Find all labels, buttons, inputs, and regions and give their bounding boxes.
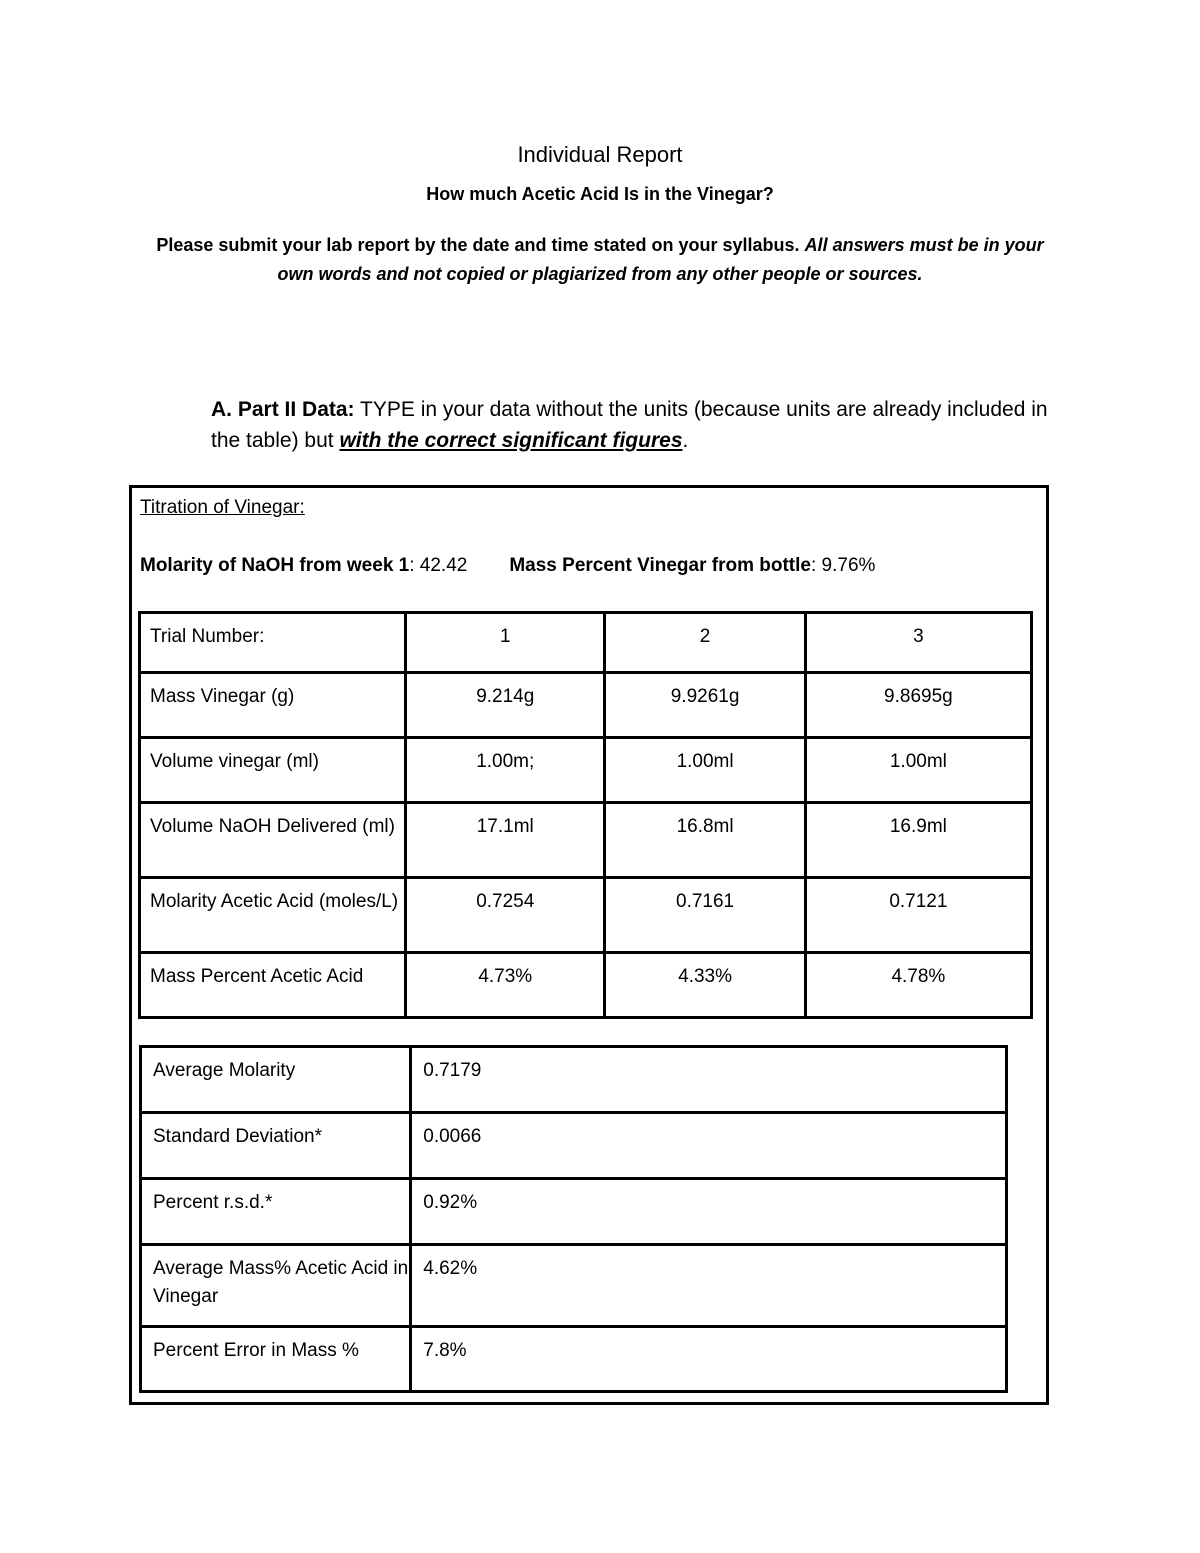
table-cell: 1.00ml: [805, 738, 1031, 803]
table-cell: 1.00ml: [605, 738, 805, 803]
table-cell: 16.8ml: [605, 803, 805, 878]
section-a-label: A.: [211, 398, 232, 421]
table-cell: 4.33%: [605, 953, 805, 1018]
row-label: Percent Error in Mass %: [141, 1327, 411, 1392]
row-label: Standard Deviation*: [141, 1113, 411, 1179]
row-label: Volume NaOH Delivered (ml): [140, 803, 406, 878]
naoh-molarity-value: : 42.42: [409, 555, 468, 576]
table-row: [141, 1179, 1007, 1245]
table-cell: 4.78%: [805, 953, 1031, 1018]
submission-instructions: [140, 231, 1060, 289]
table-row: [141, 1245, 1007, 1327]
table-cell: 2: [605, 613, 805, 673]
bottle-mass-percent-value: : 9.76%: [810, 555, 876, 576]
table-row: [140, 673, 1032, 738]
row-label: Average Molarity: [141, 1047, 411, 1113]
table-cell: 7.8%: [411, 1327, 1007, 1392]
row-label: Mass Vinegar (g): [140, 673, 406, 738]
section-a-heading: Part II Data:: [237, 398, 355, 421]
table-cell: 4.62%: [411, 1245, 1007, 1327]
row-label: Average Mass% Acetic Acid in Vinegar: [141, 1245, 411, 1327]
table-row: [140, 613, 1032, 673]
table-cell: 9.8695g: [805, 673, 1031, 738]
given-values-line: [140, 555, 875, 577]
summary-results-table: [139, 1045, 1008, 1393]
table-cell: 4.73%: [406, 953, 605, 1018]
report-title: Individual Report: [517, 142, 683, 167]
instructions-originality: All answers must be in your own words and not copied or plagiarized from any other people or sources.: [277, 235, 1044, 284]
row-label: Trial Number:: [140, 613, 406, 673]
table-cell: 17.1ml: [406, 803, 605, 878]
table-cell: 0.0066: [411, 1113, 1007, 1179]
section-a-period: .: [682, 429, 689, 452]
table-cell: 0.7254: [406, 878, 605, 953]
table-row: [140, 738, 1032, 803]
report-subtitle: How much Acetic Acid Is in the Vinegar?: [426, 184, 774, 204]
row-label: Volume vinegar (ml): [140, 738, 406, 803]
table-cell: 1.00m;: [406, 738, 605, 803]
table-row: [141, 1327, 1007, 1392]
sig-figs-emphasis: with the correct significant figures: [339, 429, 683, 452]
table-cell: 0.7161: [605, 878, 805, 953]
section-a-text: TYPE in your data without the units (because units are already included in the table) but: [211, 398, 1048, 452]
table-row: [141, 1047, 1007, 1113]
titration-heading: Titration of Vinegar:: [140, 497, 305, 518]
table-cell: 0.7179: [411, 1047, 1007, 1113]
table-row: [140, 878, 1032, 953]
row-label: Mass Percent Acetic Acid: [140, 953, 406, 1018]
row-label: Molarity Acetic Acid (moles/L): [140, 878, 406, 953]
trial-data-table: [138, 611, 1033, 1019]
table-row: [140, 803, 1032, 878]
table-cell: 0.92%: [411, 1179, 1007, 1245]
instructions-deadline: Please submit your lab report by the date and time stated on your syllabus.: [156, 235, 800, 255]
row-label: Percent r.s.d.*: [141, 1179, 411, 1245]
table-cell: 9.9261g: [605, 673, 805, 738]
table-row: [141, 1113, 1007, 1179]
table-cell: 9.214g: [406, 673, 605, 738]
table-cell: 1: [406, 613, 605, 673]
section-a-instructions: [211, 394, 1071, 456]
table-cell: 0.7121: [805, 878, 1031, 953]
table-cell: 3: [805, 613, 1031, 673]
table-cell: 16.9ml: [805, 803, 1031, 878]
bottle-mass-percent-label: Mass Percent Vinegar from bottle: [509, 555, 811, 576]
table-row: [140, 953, 1032, 1018]
naoh-molarity-label: Molarity of NaOH from week 1: [140, 555, 410, 576]
